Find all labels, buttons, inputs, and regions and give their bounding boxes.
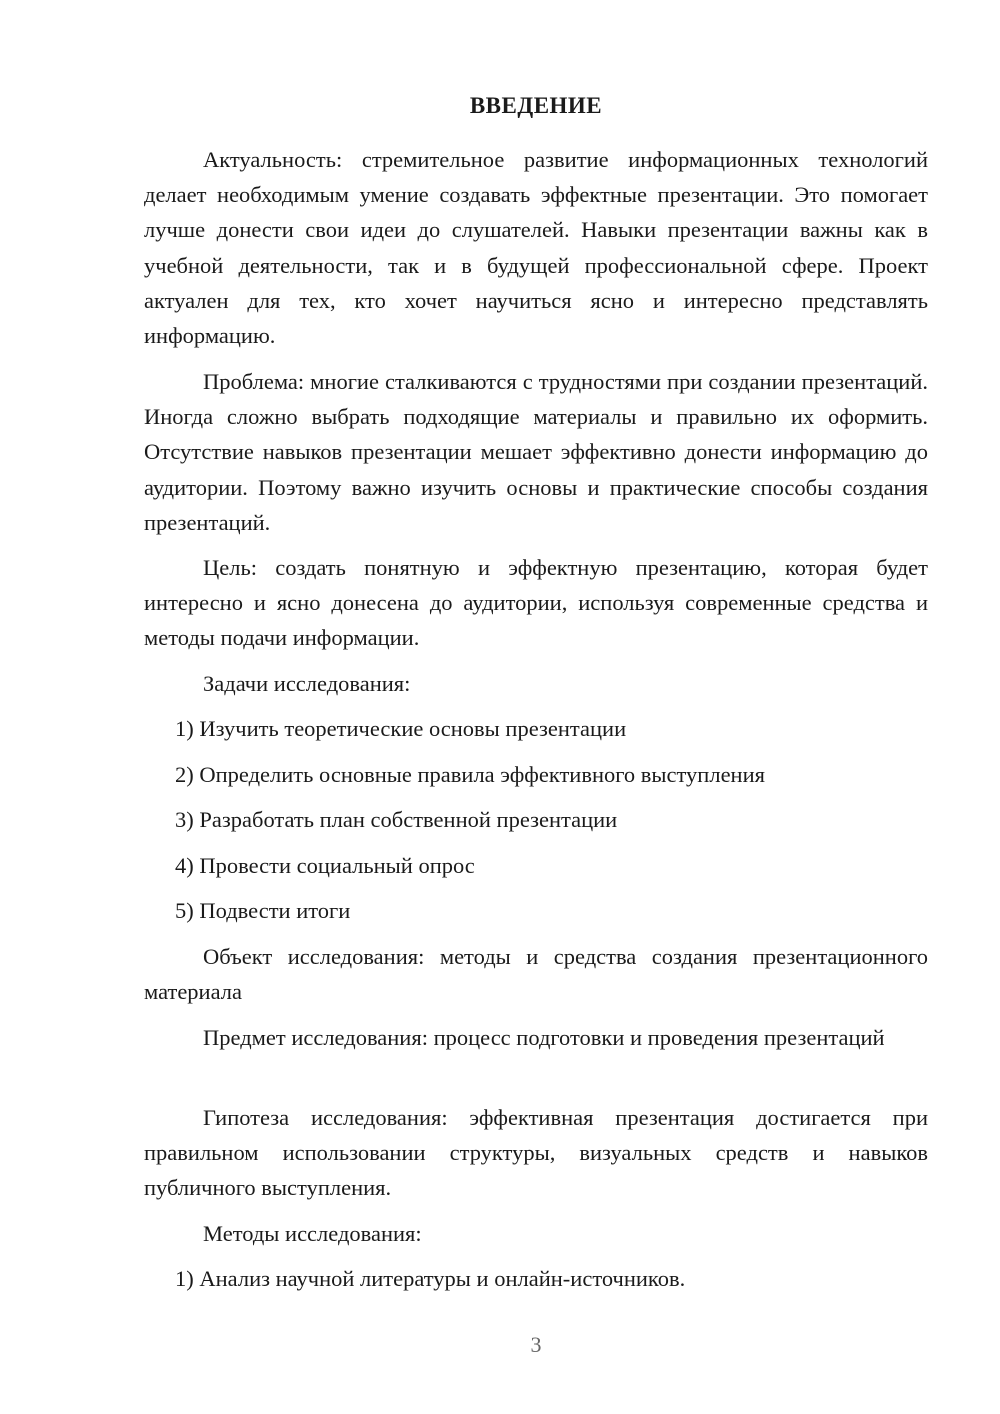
object-paragraph: Объект исследования: методы и средства создания презентационного материала — [144, 944, 928, 1005]
task-item: 5) Подвести итоги — [175, 898, 351, 923]
hypothesis-paragraph: Гипотеза исследования: эффективная презентация достигается при правильном использовании структуры, визуальных средств и навыков публичного выступления. — [144, 1105, 928, 1201]
goal-paragraph: Цель: создать понятную и эффектную презентацию, которая будет интересно и ясно донесена до аудитории, используя современные средства и методы подачи информации. — [144, 555, 928, 651]
task-item: 1) Изучить теоретические основы презентации — [175, 716, 627, 741]
problem-paragraph: Проблема: многие сталкиваются с трудностями при создании презентаций. Иногда сложно выбрать подходящие материалы и правильно их оформить. Отсутствие навыков презентации мешает эффективно донести информацию до аудитории. Поэтому важно изучить основы и практические способы создания презентаций. — [144, 369, 928, 535]
tasks-heading: Задачи исследования: — [203, 671, 411, 696]
method-item: 1) Анализ научной литературы и онлайн-источников. — [175, 1266, 686, 1291]
task-item: 4) Провести социальный опрос — [175, 853, 475, 878]
methods-heading: Методы исследования: — [203, 1221, 422, 1246]
section-heading: ВВЕДЕНИЕ — [469, 93, 603, 118]
task-item: 2) Определить основные правила эффективного выступления — [175, 762, 765, 787]
relevance-paragraph: Актуальность: стремительное развитие информационных технологий делает необходимым умение создавать эффектные презентации. Это помогает лучше донести свои идеи до слушателей. Навыки презентации важны как в учебной деятельности, так и в будущей профессиональной сфере. Проект актуален для тех, кто хочет научиться ясно и интересно представлять информацию. — [144, 147, 928, 349]
subject-paragraph: Предмет исследования: процесс подготовки и проведения презентаций — [203, 1025, 885, 1050]
page-number: 3 — [530, 1332, 542, 1357]
task-item: 3) Разработать план собственной презентации — [175, 807, 618, 832]
